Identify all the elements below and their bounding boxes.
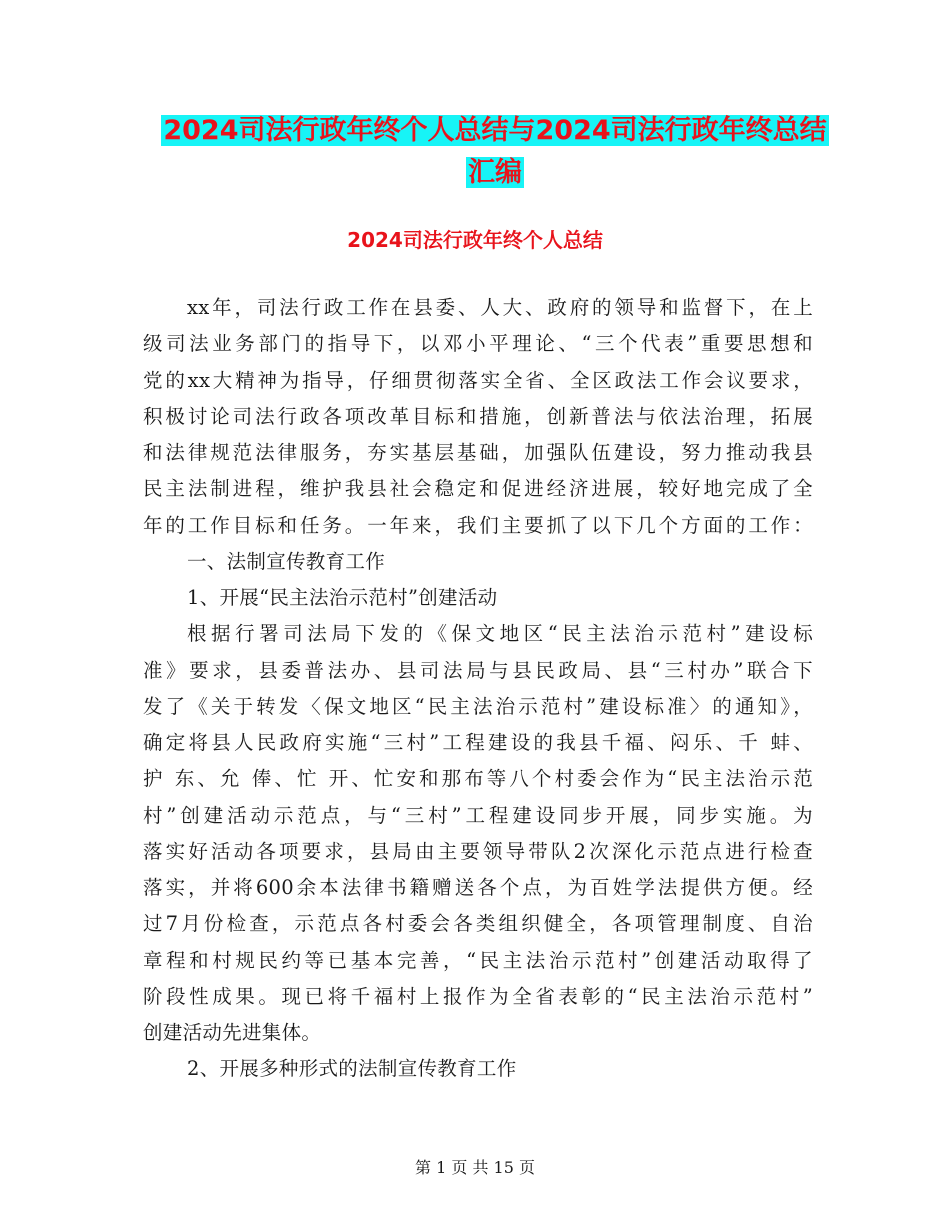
- body-line: 党的xx大精神为指导，仔细贯彻落实全省、全区政法工作会议要求，: [143, 368, 813, 392]
- body-line: 确定将县人民政府实施“三村”工程建设的我县千福、闷乐、千 蚌、: [143, 731, 813, 754]
- subsection-heading: 2、开展多种形式的法制宣传教育工作: [187, 1057, 517, 1081]
- body-line: 创建活动先进集体。: [143, 1021, 322, 1044]
- body-line: 发了《关于转发〈保文地区“民主法治示范村”建设标准〉的通知》，: [143, 694, 813, 718]
- title-highlight-2: 汇编: [468, 157, 522, 188]
- body-line: 护 东、允 俸、忙 开、忙安和那布等八个村委会作为“民主法治示范: [143, 767, 813, 791]
- body-line: 民主法制进程，维护我县社会稳定和促进经济进展，较好地完成了全: [143, 477, 813, 501]
- body-line: 积极讨论司法行政各项改革目标和措施，创新普法与依法治理，拓展: [143, 404, 813, 428]
- body-line: xx年，司法行政工作在县委、人大、政府的领导和监督下，在上: [187, 296, 813, 319]
- body-line: 根据行署司法局下发的《保文地区“民主法治示范村”建设标: [187, 622, 813, 646]
- body-line: 阶段性成果。现已将千福村上报作为全省表彰的“民主法治示范村”: [143, 984, 813, 1008]
- document-title-line-2: [140, 153, 850, 193]
- body-line: 落实，并将600余本法律书籍赠送各个点，为百姓学法提供方便。经: [143, 876, 813, 899]
- subsection-heading: 1、开展“民主法治示范村”创建活动: [187, 586, 498, 609]
- body-text: [143, 290, 813, 1088]
- body-line: 过7月份检查，示范点各村委会各类组织健全，各项管理制度、自治: [143, 912, 813, 936]
- body-line: 村”创建活动示范点，与“三村”工程建设同步开展，同步实施。为: [143, 803, 813, 827]
- body-line: 准》要求，县委普法办、县司法局与县民政局、县“三村办”联合下: [143, 658, 813, 682]
- page-footer: 第 1 页 共 15 页: [415, 1158, 535, 1177]
- body-line: 年的工作目标和任务。一年来，我们主要抓了以下几个方面的工作：: [143, 513, 813, 537]
- section-subtitle: 2024司法行政年终个人总结: [347, 228, 603, 252]
- title-highlight-1: 2024司法行政年终个人总结与2024司法行政年终总结: [163, 115, 827, 146]
- document-title-line-1: [140, 111, 850, 151]
- body-line: 落实好活动各项要求，县局由主要领导带队2次深化示范点进行检查: [143, 839, 813, 863]
- body-line: 级司法业务部门的指导下，以邓小平理论、“三个代表”重要思想和: [143, 332, 813, 356]
- body-line: 和法律规范法律服务，夯实基层基础，加强队伍建设，努力推动我县: [143, 441, 813, 464]
- section-heading: 一、法制宣传教育工作: [187, 549, 386, 573]
- body-line: 章程和村规民约等已基本完善，“民主法治示范村”创建活动取得了: [143, 948, 813, 972]
